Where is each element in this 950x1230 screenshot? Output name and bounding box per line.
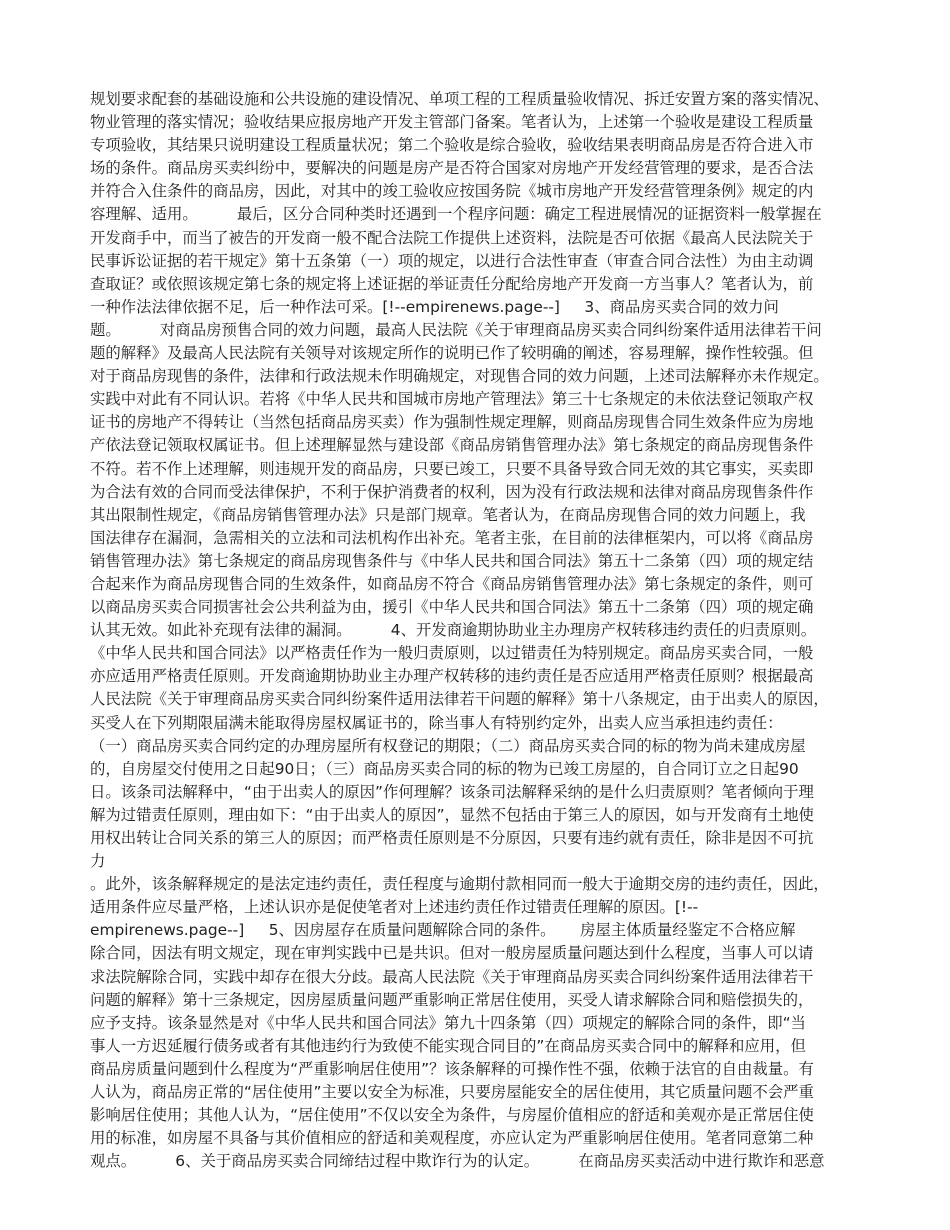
text-line: 证书的房地产不得转让（当然包括商品房买卖）作为强制性规定理解，则商品房现售合同生效条件应为房地 xyxy=(90,413,814,432)
text-line: 题。 对商品房预售合同的效力问题，最高人民法院《关于审理商品房买卖合同纠纷案件适用法律若干问 xyxy=(90,320,822,339)
document-page xyxy=(90,88,862,1198)
text-line: 实践中对此有不同认识。若将《中华人民共和国城市房地产管理法》第三十七条规定的未依法登记领取产权 xyxy=(90,390,814,409)
text-line: 民事诉讼证据的若干规定》第十五条第（一）项的规定，以进行合法性审查（审查合同合法性）为由主动调 xyxy=(90,251,814,270)
text-line: 力 xyxy=(90,852,106,871)
text-line: 用的标准，如房屋不具备与其价值相应的舒适和美观程度，亦应认定为严重影响居住使用。笔者同意第二种 xyxy=(90,1129,814,1148)
text-line: empirenews.page--] 5、因房屋存在质量问题解除合同的条件。 房屋主体质量经鉴定不合格应解 xyxy=(90,921,796,940)
text-line: 国法律存在漏洞，急需相关的立法和司法机构作出补充。笔者主张，在目前的法律框架内，可以将《商品房 xyxy=(90,528,814,547)
text-line: 产依法登记领取权属证书。但上述理解显然与建设部《商品房销售管理办法》第七条规定的商品房现售条件 xyxy=(90,436,814,455)
text-line: 日。该条司法解释中，“由于出卖人的原因”作何理解？该条司法解释采纳的是什么归责原则？笔者倾向于理 xyxy=(90,782,814,801)
text-line: 其出限制性规定，《商品房销售管理办法》只是部门规章。笔者认为，在商品房现售合同的效力问题上，我 xyxy=(90,505,806,524)
text-line: 不符。若不作上述理解，则违规开发的商品房，只要已竣工，只要不具备导致合同无效的其它事实，买卖即 xyxy=(90,459,814,478)
text-line: 规划要求配套的基础设施和公共设施的建设情况、单项工程的工程质量验收情况、拆迁安置方案的落实情况、 xyxy=(90,90,829,108)
text-line: 专项验收，其结果只说明建设工程质量状况；第二个验收是综合验收，验收结果表明商品房是否符合进入市 xyxy=(90,136,814,155)
text-line: 的，自房屋交付使用之日起90日；（三）商品房买卖合同的标的物为已竣工房屋的，自合同订立之日起90 xyxy=(90,759,799,778)
text-line: 用权出转让合同关系的第三人的原因；而严格责任原则是不分原因，只要有违约就有责任，除非是因不可抗 xyxy=(90,829,814,847)
text-line: 商品房质量问题到什么程度为“严重影响居住使用”？该条解释的可操作性不强，依赖于法官的自由裁量。有 xyxy=(90,1059,814,1078)
text-line: 问题的解释》第十三条规定，因房屋质量问题严重影响正常居住使用，买受人请求解除合同和赔偿损失的， xyxy=(90,990,814,1009)
text-line: 《中华人民共和国合同法》以严格责任作为一般归责原则，以过错责任为特别规定。商品房买卖合同，一般 xyxy=(90,644,814,663)
text-line: 事人一方迟延履行债务或者有其他违约行为致使不能实现合同目的”在商品房买卖合同中的解释和应用，但 xyxy=(90,1036,806,1055)
text-line: 场的条件。商品房买卖纠纷中，要解决的问题是房产是否符合国家对房地产开发经营管理的要求，是否合法 xyxy=(90,159,814,178)
text-line: 。此外，该条解释规定的是法定违约责任，责任程度与逾期付款相同而一般大于逾期交房的违约责任，因此， xyxy=(90,875,829,894)
text-line: 一种作法法律依据不足，后一种作法可采。[!--empirenews.page--] 3、商品房买卖合同的效力问 xyxy=(90,297,779,316)
text-line: 解为过错责任原则，理由如下：“由于出卖人的原因”，显然不包括由于第三人的原因，如与开发商有土地使 xyxy=(90,805,814,824)
text-line: 人认为，商品房正常的“居住使用”主要以安全为标准，只要房屋能安全的居住使用，其它质量问题不会严重 xyxy=(90,1083,814,1102)
text-line: 为合法有效的合同而受法律保护，不利于保护消费者的权利，因为没有行政法规和法律对商品房现售条件作 xyxy=(90,482,814,501)
text-line: 买受人在下列期限届满未能取得房屋权属证书的，除当事人有特别约定外，出卖人应当承担违约责任： xyxy=(90,713,783,732)
text-line: 物业管理的落实情况；验收结果应报房地产开发主管部门备案。笔者认为，上述第一个验收是建设工程质量 xyxy=(90,113,814,132)
text-line: 题的解释》及最高人民法院有关领导对该规定所作的说明已作了较明确的阐述，容易理解，操作性较强。但 xyxy=(90,344,814,363)
text-line: 开发商手中，而当了被告的开发商一般不配合法院工作提供上述资料，法院是否可依据《最高人民法院关于 xyxy=(90,228,814,247)
text-line: 合起来作为商品房现售合同的生效条件，如商品房不符合《商品房销售管理办法》第七条规定的条件，则可 xyxy=(90,574,814,593)
text-line: 并符合入住条件的商品房，因此，对其中的竣工验收应按国务院《城市房地产开发经营管理条例》规定的内 xyxy=(90,182,814,201)
text-line: 影响居住使用；其他人认为，“居住使用”不仅以安全为条件，与房屋价值相应的舒适和美观亦是正常居住使 xyxy=(90,1106,814,1125)
text-line: （一）商品房买卖合同约定的办理房屋所有权登记的期限；（二）商品房买卖合同的标的物为尚未建成房屋 xyxy=(90,736,806,755)
text-line: 查取证？或依照该规定第七条的规定将上述证据的举证责任分配给房地产开发商一方当事人？笔者认为，前 xyxy=(90,274,814,293)
text-line: 应予支持。该条显然是对《中华人民共和国合同法》第九十四条第（四）项规定的解除合同的条件，即“当 xyxy=(90,1013,806,1032)
text-line: 观点。 6、关于商品房买卖合同缔结过程中欺诈行为的认定。 在商品房买卖活动中进行欺诈和恶意 xyxy=(90,1152,825,1171)
text-line: 适用条件应尽量严格，上述认识亦是促使笔者对上述违约责任作过错责任理解的原因。[!-- xyxy=(90,898,699,917)
text-line: 对于商品房现售的条件，法律和行政法规未作明确规定，对现售合同的效力问题，上述司法解释亦未作规定。 xyxy=(90,367,829,386)
text-line: 求法院解除合同，实践中却存在很大分歧。最高人民法院《关于审理商品房买卖合同纠纷案件适用法律若干 xyxy=(90,967,814,986)
text-line: 人民法院《关于审理商品房买卖合同纠纷案件适用法律若干问题的解释》第十八条规定，由于出卖人的原因， xyxy=(90,690,829,709)
text-line: 容理解、适用。 最后，区分合同种类时还遇到一个程序问题：确定工程进展情况的证据资料一般掌握在 xyxy=(90,205,822,224)
text-line: 除合同，因法有明文规定，现在审判实践中已是共识。但对一般房屋质量问题达到什么程度，当事人可以请 xyxy=(90,944,814,963)
text-line: 销售管理办法》第七条规定的商品房现售条件与《中华人民共和国合同法》第五十二条第（四）项的规定结 xyxy=(90,551,814,570)
text-line: 以商品房买卖合同损害社会公共利益为由，援引《中华人民共和国合同法》第五十二条第（四）项的规定确 xyxy=(90,598,814,617)
text-line: 认其无效。如此补充现有法律的漏洞。 4、开发商逾期协助业主办理房产权转移违约责任的归责原则。 xyxy=(90,621,817,640)
text-line: 亦应适用严格责任原则。开发商逾期协助业主办理产权转移的违约责任是否应适用严格责任原则？根据最高 xyxy=(90,667,814,686)
